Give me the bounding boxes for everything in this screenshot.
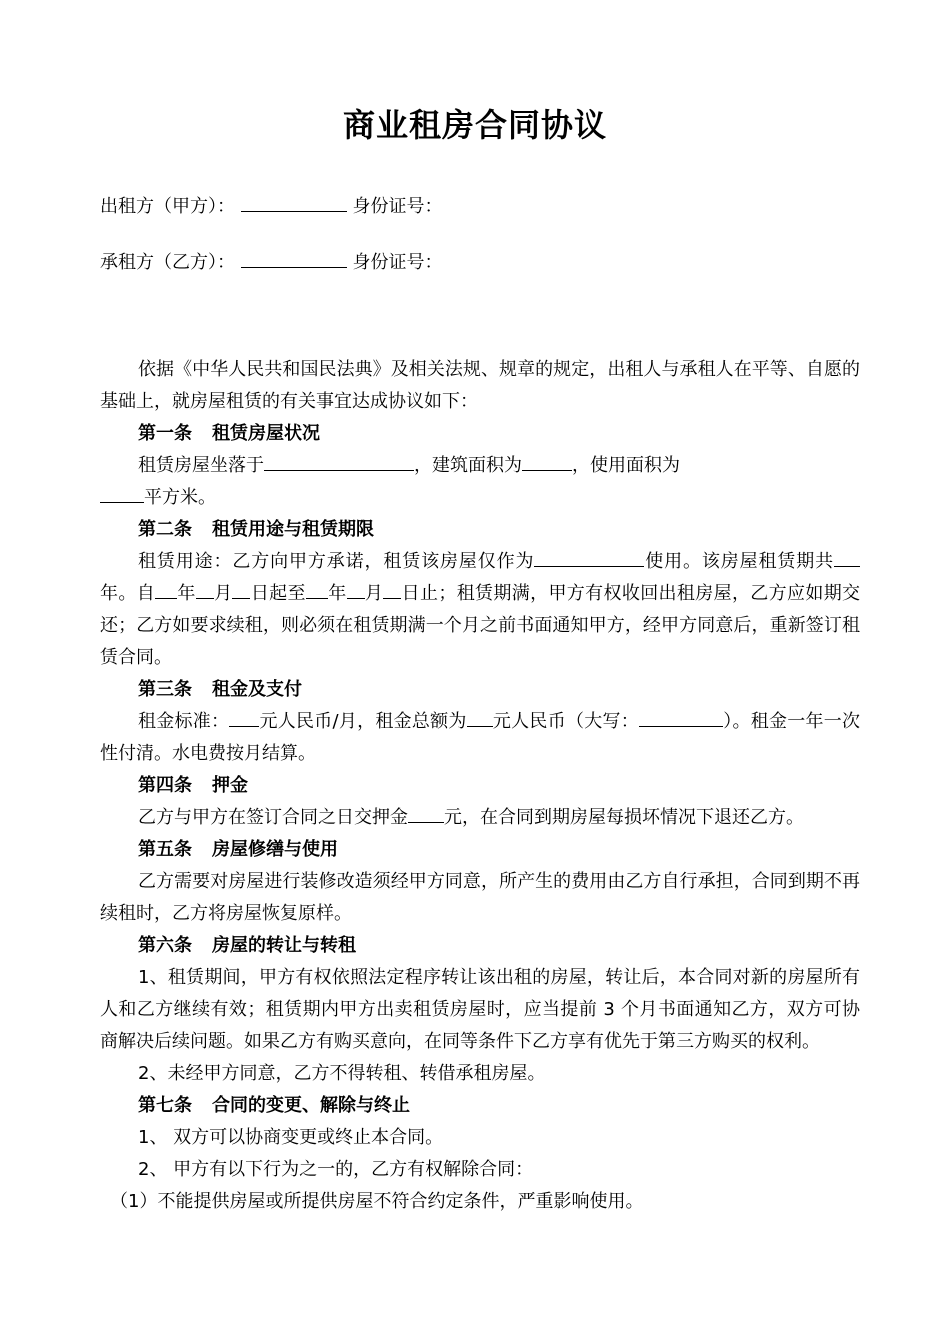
- article-5-heading: 第五条 房屋修缮与使用: [138, 839, 338, 860]
- article-3-heading: 第三条 租金及支付: [138, 679, 302, 700]
- article-1-heading: 第一条 租赁房屋状况: [138, 423, 320, 444]
- lessor-id-label: 身份证号：: [352, 196, 443, 217]
- article-7-item-1: 1、 双方可以协商变更或终止本合同。: [138, 1127, 444, 1148]
- contract-body: [100, 354, 860, 1218]
- article-3-text: 租金标准： 元人民币/月，租金总额为 元人民币（大写： ）。租金一年一次性付清。水电费按月结算。: [100, 706, 860, 770]
- document-title: 商业租房合同协议: [342, 106, 607, 144]
- article-4-heading: 第四条 押金: [138, 775, 248, 796]
- article-6-heading: 第六条 房屋的转让与转租: [138, 935, 356, 956]
- article-2-text: 租赁用途：乙方向甲方承诺，租赁该房屋仅作为 使用。该房屋租赁期共年。自 年 月 日起至 年 月 日止；租赁期满，甲方有权收回出租房屋，乙方应如期交还；乙方如要求续租，则必须在租赁期满一个月之前书面通知甲方，经甲方同意后，重新签订租赁合同。: [100, 546, 860, 674]
- article-4-text: 乙方与甲方在签订合同之日交押金 元，在合同到期房屋每损坏情况下退还乙方。: [100, 802, 860, 834]
- article-7-subitem-1: （1）不能提供房屋或所提供房屋不符合约定条件，严重影响使用。: [110, 1191, 644, 1212]
- lessor-line: [100, 193, 442, 219]
- article-7-heading: 第七条 合同的变更、解除与终止: [138, 1095, 410, 1116]
- article-5-text: 乙方需要对房屋进行装修改造须经甲方同意，所产生的费用由乙方自行承担，合同到期不再续租时，乙方将房屋恢复原样。: [100, 871, 860, 924]
- lessor-name-blank: [241, 193, 347, 212]
- article-2-heading: 第二条 租赁用途与租赁期限: [138, 519, 374, 540]
- article-6-item-1: 1、租赁期间，甲方有权依照法定程序转让该出租的房屋，转让后，本合同对新的房屋所有人和乙方继续有效；租赁期内甲方出卖租赁房屋时，应当提前 3 个月书面通知乙方，双方可协商解决后续问题。如果乙方有购买意向，在同等条件下乙方享有优先于第三方购买的权利。: [100, 967, 860, 1052]
- intro-paragraph: 依据《中华人民共和国民法典》及相关法规、规章的规定，出租人与承租人在平等、自愿的基础上，就房屋租赁的有关事宜达成协议如下：: [100, 359, 860, 412]
- lessor-label: 出租方（甲方）：: [100, 196, 235, 217]
- lessee-name-blank: [241, 249, 347, 268]
- article-1-text: 租赁房屋坐落于 ，建筑面积为 ，使用面积为 平方米。: [100, 450, 860, 514]
- lessee-label: 承租方（乙方）：: [100, 252, 235, 273]
- lessee-line: [100, 249, 442, 275]
- lessee-id-label: 身份证号：: [352, 252, 443, 273]
- article-7-item-2: 2、 甲方有以下行为之一的，乙方有权解除合同：: [138, 1159, 534, 1180]
- article-6-item-2: 2、未经甲方同意，乙方不得转租、转借承租房屋。: [138, 1063, 546, 1084]
